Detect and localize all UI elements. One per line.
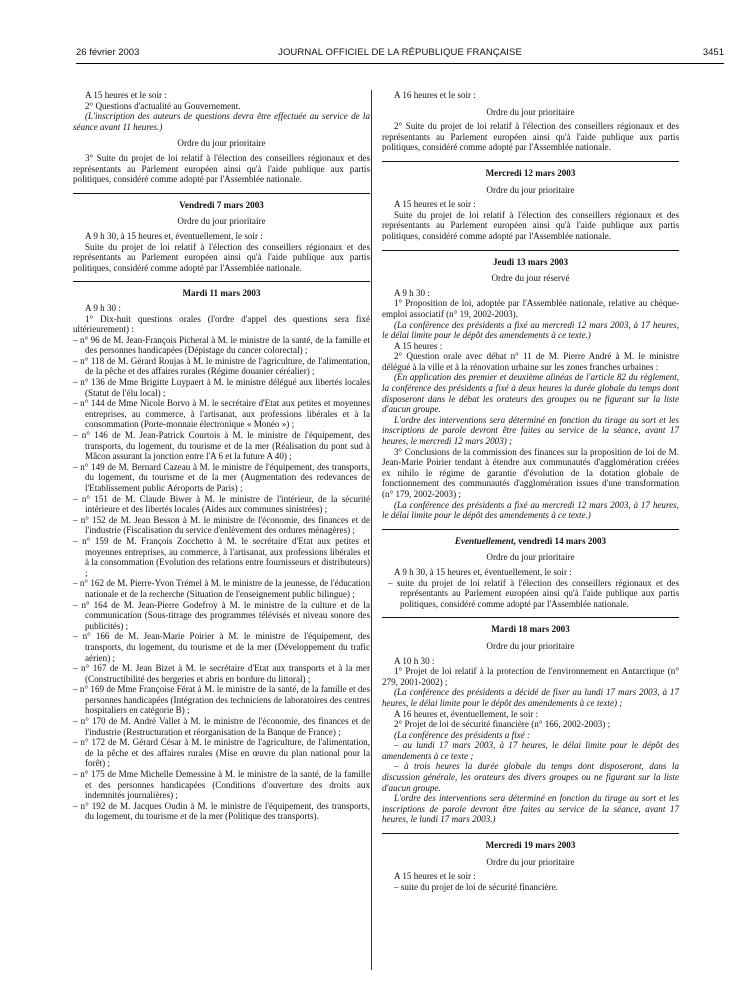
time-line: A 9 h 30 : — [394, 287, 430, 298]
section-heading: Ordre du jour prioritaire — [486, 640, 575, 651]
question-item: – n° 192 de M. Jacques Oudin à M. le ministre de l'équipement, des transports, du logement, du tourisme et de la mer (Politique des transports). — [73, 800, 370, 822]
time-line: A 15 heures et le soir : — [85, 90, 167, 100]
agenda-item: 3° Suite du projet de loi relatif à l'élection des conseillers régionaux et des représentants au Parlement européen ainsi qu'à l'aide publique aux partis politiques, considéré comme adopté par l'Assemblée nationale. — [73, 152, 370, 185]
divider — [382, 161, 679, 162]
time-line: A 16 heures et, éventuellement, le soir : — [394, 708, 539, 719]
date-heading: Mercredi 19 mars 2003 — [485, 840, 576, 851]
section-heading: Ordre du jour prioritaire — [486, 106, 575, 117]
divider — [73, 193, 370, 194]
note: L'ordre des interventions sera déterminé en fonction du tirage au sort et les inscriptions de parole devront être faites au service de la séance, avant 17 heures, le lundi 17 mars 2003.) — [382, 793, 679, 825]
divider — [382, 833, 679, 834]
time-line: A 9 h 30, à 15 heures et, éventuellement, le soir : — [394, 566, 572, 577]
agenda-item: 1° Proposition de loi, adoptée par l'Assemblée nationale, relative au chèque-emploi associatif (n° 19, 2002-2003). — [382, 298, 679, 319]
header-rule — [76, 63, 724, 64]
question-item: – n° 175 de Mme Michelle Demessine à M. le ministre de la santé, de la famille et des personnes handicapées (Conditions d'ouverture des droits aux indemnités journalières) ; — [73, 769, 370, 801]
agenda-item: Suite du projet de loi relatif à l'élection des conseillers régionaux et des représentants au Parlement européen ainsi qu'à l'aide publique aux partis politiques, considéré comme adopté par l'Assemblée nationale. — [73, 241, 370, 273]
page-number: 3451 — [702, 47, 724, 58]
divider — [73, 281, 370, 282]
agenda-item: – suite du projet de loi de sécurité financière. — [394, 881, 558, 892]
note: – à trois heures la durée globale du temps dont disposeront, dans la discussion générale, les orateurs des divers groupes ou ne figurant sur la liste d'aucun groupe. — [382, 761, 679, 793]
question-item: – n° 144 de Mme Nicole Borvo à M. le secrétaire d'Etat aux petites et moyennes entreprises, au commerce, à l'artisanat, aux professions libérales et à la consommation (Porte-monnaie électronique « Monéo ») ; — [73, 398, 370, 430]
note: (La conférence des présidents a fixé : — [394, 729, 531, 740]
time-line: A 15 heures et le soir : — [394, 871, 476, 882]
question-item: – n° 152 de M. Jean Besson à M. le ministre de l'économie, des finances et de l'industrie (Fiscalisation du service d'enlèvement des ordures ménagères) ; — [73, 514, 370, 536]
question-item: – n° 172 de M. Gérard César à M. le ministre de l'agriculture, de l'alimentation, de la pêche et des affaires rurales (Mise en œuvre du plan national pour la forêt) ; — [73, 737, 370, 769]
time-line: A 15 heures et le soir : — [394, 199, 476, 210]
date-heading: Mardi 11 mars 2003 — [182, 288, 261, 299]
header-date: 26 février 2003 — [76, 47, 140, 58]
question-item: – n° 169 de Mme Françoise Férat à M. le ministre de la santé, de la famille et des personnes handicapées (Intégration des techniciens de laboratoires des centres hospitaliers en catégorie B) ; — [73, 684, 370, 716]
time-line: A 16 heures et le soir : — [394, 90, 476, 100]
divider — [382, 529, 679, 530]
question-item: – n° 118 de M. Gérard Roujas à M. le ministre de l'agriculture, de l'alimentation, de la pêche et des affaires rurales (Régime douanier céréalier) ; — [73, 355, 370, 377]
agenda-item: 2° Questions d'actualité au Gouvernement. — [85, 100, 241, 111]
header-title: JOURNAL OFFICIEL DE LA RÉPUBLIQUE FRANÇAISE — [278, 47, 522, 58]
question-item: – n° 96 de M. Jean-François Picheral à M. le ministre de la santé, de la famille et des personnes handicapées (Dépistage du cancer colorectal) ; — [73, 334, 370, 356]
note: (La conférence des présidents a fixé au mercredi 12 mars 2003, à 17 heures, le délai limite pour le dépôt des amendements à ce texte.) — [382, 499, 679, 521]
agenda-item: 2° Question orale avec débat n° 11 de M. Pierre André à M. le ministre délégué à la ville et à la rénovation urbaine sur les zones franches urbaines : — [382, 351, 679, 372]
column-separator — [371, 90, 372, 970]
agenda-item: – suite du projet de loi relatif à l'élection des conseillers régionaux et des représentants au Parlement européen ainsi qu'à l'aide publique aux partis politiques, considéré comme adopté par l'Assemblée nationale. — [388, 577, 679, 609]
question-item: – n° 136 de Mme Brigitte Luypaert à M. le ministre délégué aux libertés locales (Statut de l'élu local) ; — [73, 377, 370, 398]
right-column — [382, 90, 679, 892]
question-item: – n° 164 de M. Jean-Pierre Godefroy à M. le ministre de la culture et de la communication (Sous-titrage des programmes télévisés et niveau sonore des publicités) ; — [73, 599, 370, 631]
agenda-item: 3° Conclusions de la commission des finances sur la proposition de loi de M. Jean-Marie Poirier tendant à étendre aux communautés d'agglomération créées ex nihilo le régime de garantie d'évolution de la dotation globale de fonctionnement des communautés d'agglomération issues d'une transformation (n° 179, 2002-2003) ; — [382, 446, 679, 499]
date-heading: Vendredi 7 mars 2003 — [179, 199, 264, 210]
agenda-item: Suite du projet de loi relatif à l'élection des conseillers régionaux et des représentants au Parlement européen ainsi qu'à l'aide publique aux partis politiques, considéré comme adopté par l'Assemblée nationale. — [382, 209, 679, 241]
note: (La conférence des présidents a décidé de fixer au lundi 17 mars 2003, à 17 heures, le délai limite pour le dépôt des amendements à ce texte) ; — [382, 687, 679, 708]
time-line: A 15 heures : — [394, 340, 443, 351]
divider — [382, 617, 679, 618]
date-heading: Mercredi 12 mars 2003 — [485, 167, 576, 178]
time-line: A 9 h 30 : — [85, 302, 121, 313]
agenda-item: 1° Dix-huit questions orales (l'ordre d'appel des questions sera fixé ultérieurement) : — [73, 313, 370, 335]
date-heading: Eventuellement, vendredi 14 mars 2003 — [454, 535, 607, 546]
divider — [382, 250, 679, 251]
left-column — [73, 90, 370, 822]
question-item: – n° 146 de M. Jean-Patrick Courtois à M. le ministre de l'équipement, des transports, du logement, du tourisme et de la mer (Réalisation du pont sud à Mâcon assurant la jonction entre l'A 6 et la future A 40) ; — [73, 430, 370, 462]
section-heading: Ordre du jour réservé — [491, 273, 570, 284]
section-heading: Ordre du jour prioritaire — [486, 552, 575, 563]
note: (En application des premier et deuxième alinéas de l'article 82 du règlement, la conférence des présidents a fixé à deux heures la durée globale du temps dont disposeront dans le débat les orateurs des groupes ou ne figurant sur la liste d'aucun groupe. — [382, 372, 679, 415]
page-header — [76, 47, 724, 61]
time-line: A 9 h 30, à 15 heures et, éventuellement, le soir : — [85, 230, 263, 241]
date-heading: Jeudi 13 mars 2003 — [492, 256, 569, 267]
question-item: – n° 159 de M. François Zocchetto à M. le secrétaire d'Etat aux petites et moyennes entreprises, au commerce, à l'artisanat, aux professions libérales et à la consommation (Evolution des relations entre fournisseurs et distributeurs) ; — [73, 535, 370, 578]
question-item: – n° 167 de M. Jean Bizet à M. le secrétaire d'Etat aux transports et à la mer (Constructibilité des bergeries et abris en bordure du littoral) ; — [73, 663, 370, 684]
question-item: – n° 162 de M. Pierre-Yvon Trémel à M. le ministre de la jeunesse, de l'éducation nationale et de la recherche (Situation de l'enseignement public bilingue) ; — [73, 578, 370, 599]
section-heading: Ordre du jour prioritaire — [486, 184, 575, 195]
agenda-item: 2° Suite du projet de loi relatif à l'élection des conseillers régionaux et des représentants au Parlement européen ainsi qu'à l'aide publique aux partis politiques, considéré comme adopté par l'Assemblée nationale. — [382, 121, 679, 153]
question-item: – n° 151 de M. Claude Biwer à M. le ministre de l'intérieur, de la sécurité intérieure et des libertés locales (Aides aux communes sinistrées) ; — [73, 493, 370, 515]
section-heading: Ordre du jour prioritaire — [177, 138, 266, 149]
note: – au lundi 17 mars 2003, à 17 heures, le délai limite pour le dépôt des amendements à ce texte ; — [382, 740, 679, 761]
agenda-item: 2° Projet de loi de sécurité financière (n° 166, 2002-2003) ; — [394, 719, 611, 730]
question-item: – n° 166 de M. Jean-Marie Poirier à M. le ministre de l'équipement, des transports, du logement, du tourisme et de la mer (Développement du trafic aérien) ; — [73, 631, 370, 663]
date-heading: Mardi 18 mars 2003 — [491, 624, 570, 635]
note: (La conférence des présidents a fixé au mercredi 12 mars 2003, à 17 heures, le délai limite pour le dépôt des amendements à ce texte.) — [382, 319, 679, 341]
section-heading: Ordre du jour prioritaire — [177, 216, 266, 227]
time-line: A 10 h 30 : — [394, 655, 435, 666]
agenda-item: 1° Projet de loi relatif à la protection de l'environnement en Antarctique (n° 279, 2001-2002) ; — [382, 666, 679, 687]
note: L'ordre des interventions sera déterminé en fonction du tirage au sort et les inscriptions de parole devront être faites au service de la séance, avant 17 heures, le mercredi 12 mars 2003) ; — [382, 414, 679, 447]
section-heading: Ordre du jour prioritaire — [486, 856, 575, 867]
question-item: – n° 170 de M. André Vallet à M. le ministre de l'économie, des finances et de l'industrie (Restructuration et réorganisation de la Banque de France) ; — [73, 716, 370, 737]
question-item: – n° 149 de M. Bernard Cazeau à M. le ministre de l'équipement, des transports, du logement, du tourisme et de la mer (Augmentation des redevances de l'Etablissement public Aéroports de Paris) ; — [73, 461, 370, 493]
note: (L'inscription des auteurs de questions devra être effectuée au service de la séance avant 11 heures.) — [73, 111, 370, 132]
